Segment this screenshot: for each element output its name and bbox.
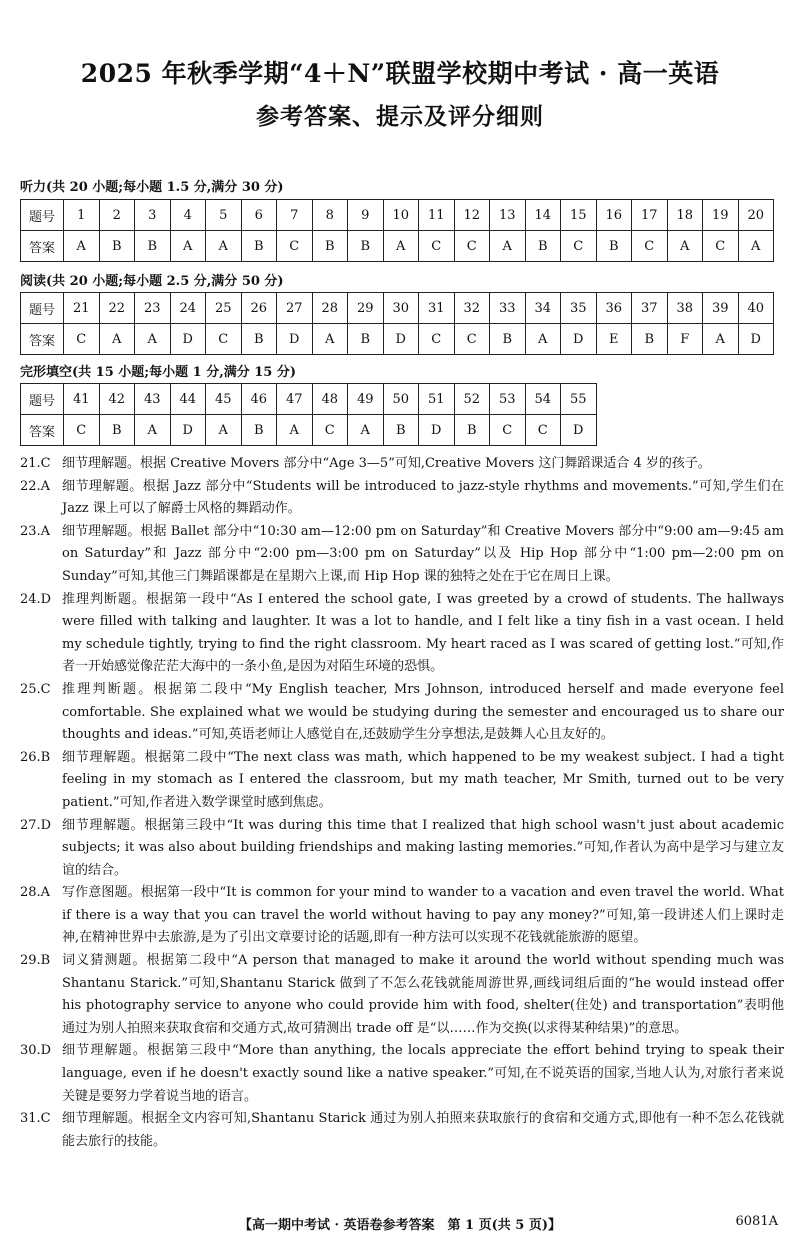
answer-cell: B xyxy=(632,324,668,355)
answer-cell: C xyxy=(454,231,490,262)
question-number-cell: 49 xyxy=(348,384,384,415)
question-number-cell: 24 xyxy=(170,293,206,324)
row-label: 题号 xyxy=(21,384,64,415)
question-number-cell: 47 xyxy=(277,384,313,415)
question-number-cell: 14 xyxy=(525,200,561,231)
answer-row xyxy=(21,415,597,446)
explanation-text: 推理判断题。根据第一段中“As I entered the school gate, I was greeted by a crowd of students. The hallways were filled with talking and laughter. It was a lot to handle, and I felt like a tiny fish in a vast ocean. I held my schedule tightly, trying to find the right classroom. My heart raced as I was scared of getting lost.”可知,作者一开始感觉像茫茫大海中的一条小鱼,是因为对陌生环境的恐惧。 xyxy=(62,591,784,675)
answer-cell: B xyxy=(99,231,135,262)
answer-cell: B xyxy=(241,415,277,446)
question-number-cell: 53 xyxy=(490,384,526,415)
answer-cell: A xyxy=(348,415,384,446)
answer-cell: A xyxy=(135,415,171,446)
question-number-row xyxy=(21,384,597,415)
answer-cell: C xyxy=(64,324,100,355)
answer-cell: C xyxy=(206,324,242,355)
question-number-cell: 8 xyxy=(312,200,348,231)
answer-row xyxy=(21,231,774,262)
question-number-cell: 6 xyxy=(241,200,277,231)
explanation-item xyxy=(20,882,784,950)
question-number-cell: 13 xyxy=(490,200,526,231)
explanation-text: 细节理解题。根据 Ballet 部分中“10:30 am—12:00 pm on Saturday”和 Creative Movers 部分中“9:00 am—9:45 am on Saturday”和 Jazz 部分中“2:00 pm—3:00 pm on Saturday”以及 Hip Hop 部分中“1:00 pm—2:00 pm on Sunday”可知,其他三门舞蹈课都是在星期六上课,而 Hip Hop 课的独特之处在于它在周日上课。 xyxy=(62,523,784,584)
cloze-answer-table xyxy=(20,383,597,446)
explanation-list xyxy=(20,453,784,1153)
listening-section-heading: 听力(共 20 小题;每小题 1.5 分,满分 30 分) xyxy=(20,180,284,195)
cloze-section-heading: 完形填空(共 15 小题;每小题 1 分,满分 15 分) xyxy=(20,365,297,380)
question-number-cell: 35 xyxy=(561,293,597,324)
question-number-cell: 30 xyxy=(383,293,419,324)
question-number-cell: 36 xyxy=(596,293,632,324)
reading-section-heading: 阅读(共 20 小题;每小题 2.5 分,满分 50 分) xyxy=(20,274,284,289)
answer-cell: A xyxy=(525,324,561,355)
question-number-cell: 9 xyxy=(348,200,384,231)
answer-cell: C xyxy=(703,231,739,262)
question-number-cell: 21 xyxy=(64,293,100,324)
explanation-item xyxy=(20,521,784,589)
row-label: 答案 xyxy=(21,324,64,355)
question-number-cell: 20 xyxy=(738,200,774,231)
answer-cell: A xyxy=(667,231,703,262)
answer-cell: A xyxy=(383,231,419,262)
reading-answer-table xyxy=(20,292,774,355)
answer-cell: F xyxy=(667,324,703,355)
question-number-cell: 44 xyxy=(170,384,206,415)
question-number-cell: 52 xyxy=(454,384,490,415)
explanation-item xyxy=(20,1040,784,1108)
question-number-cell: 5 xyxy=(206,200,242,231)
page-title: 2025 年秋季学期“4＋N”联盟学校期中考试 · 高一英语 xyxy=(80,59,720,88)
question-number-cell: 50 xyxy=(383,384,419,415)
explanation-number: 28.A xyxy=(20,885,51,901)
answer-cell: A xyxy=(738,231,774,262)
question-number-cell: 38 xyxy=(667,293,703,324)
answer-cell: E xyxy=(596,324,632,355)
answer-cell: D xyxy=(561,415,597,446)
answer-cell: B xyxy=(490,324,526,355)
answer-cell: A xyxy=(64,231,100,262)
explanation-item xyxy=(20,679,784,747)
answer-cell: A xyxy=(703,324,739,355)
answer-cell: A xyxy=(312,324,348,355)
question-number-cell: 43 xyxy=(135,384,171,415)
question-number-cell: 15 xyxy=(561,200,597,231)
explanation-text: 细节理解题。根据 Creative Movers 部分中“Age 3—5”可知,Creative Movers 这门舞蹈课适合 4 岁的孩子。 xyxy=(62,456,711,471)
explanation-item xyxy=(20,476,784,521)
explanation-text: 细节理解题。根据第三段中“It was during this time that I realized that high school wasn't just about academic subjects; it was also about building friendships and making lasting memories.”可知,作者认为高中是学习与建立友谊的结合。 xyxy=(62,817,784,878)
question-number-cell: 37 xyxy=(632,293,668,324)
answer-cell: D xyxy=(738,324,774,355)
answer-cell: C xyxy=(64,415,100,446)
answer-cell: D xyxy=(383,324,419,355)
explanation-number: 22.A xyxy=(20,478,51,494)
question-number-cell: 39 xyxy=(703,293,739,324)
question-number-cell: 23 xyxy=(135,293,171,324)
answer-cell: B xyxy=(348,324,384,355)
question-number-cell: 7 xyxy=(277,200,313,231)
row-label: 答案 xyxy=(21,415,64,446)
question-number-cell: 10 xyxy=(383,200,419,231)
question-number-cell: 48 xyxy=(312,384,348,415)
answer-cell: C xyxy=(419,324,455,355)
question-number-cell: 16 xyxy=(596,200,632,231)
question-number-cell: 3 xyxy=(135,200,171,231)
explanation-number: 30.D xyxy=(20,1043,52,1059)
explanation-item xyxy=(20,747,784,815)
explanation-text: 推理判断题。根据第二段中“My English teacher, Mrs Johnson, introduced herself and made everyone feel comfortable. She explained what we would be studying during the semester and encouraged us to share our thoughts and ideas.”可知,英语老师让人感觉自在,还鼓励学生分享想法,是鼓舞人心且友好的。 xyxy=(62,681,784,743)
answer-cell: A xyxy=(206,415,242,446)
question-number-cell: 41 xyxy=(64,384,100,415)
answer-cell: C xyxy=(419,231,455,262)
row-label: 答案 xyxy=(21,231,64,262)
explanation-text: 细节理解题。根据 Jazz 部分中“Students will be introduced to jazz-style rhythms and movements.”可知,学生们在 Jazz 课上可以了解爵士风格的舞蹈动作。 xyxy=(62,478,784,517)
answer-cell: B xyxy=(241,324,277,355)
answer-cell: A xyxy=(206,231,242,262)
page-footer: 【高一期中考试 · 英语卷参考答案 第 1 页(共 5 页)】 xyxy=(238,1218,562,1233)
question-number-cell: 17 xyxy=(632,200,668,231)
answer-cell: C xyxy=(454,324,490,355)
explanation-number: 29.B xyxy=(20,953,51,969)
explanation-number: 24.D xyxy=(20,591,52,607)
answer-row xyxy=(21,324,774,355)
question-number-cell: 27 xyxy=(277,293,313,324)
question-number-row xyxy=(21,293,774,324)
question-number-cell: 11 xyxy=(419,200,455,231)
question-number-cell: 42 xyxy=(99,384,135,415)
question-number-cell: 51 xyxy=(419,384,455,415)
question-number-cell: 28 xyxy=(312,293,348,324)
answer-cell: D xyxy=(561,324,597,355)
answer-cell: B xyxy=(135,231,171,262)
question-number-cell: 55 xyxy=(561,384,597,415)
explanation-number: 23.A xyxy=(20,523,51,539)
explanation-text: 词义猜测题。根据第二段中“A person that managed to make it around the world without spending much was Shantanu Starick.”可知,Shantanu Starick 做到了不怎么花钱就能周游世界,画线词组后面的“he would instead offer his photography service to anyone who could provide him with food, shelter(住处) and transportation”表明他通过为别人拍照来获取食宿和交通方式,故可猜测出 trade off 是“以……作为交换(以求得某种结果)”的意思。 xyxy=(62,953,784,1036)
explanation-item xyxy=(20,453,784,476)
explanation-number: 21.C xyxy=(20,456,51,471)
explanation-item xyxy=(20,589,784,679)
explanation-text: 写作意图题。根据第一段中“It is common for your mind to wander to a vacation and even travel the world. What if there is a way that you can travel the world without having to pay any money?”可知,第一段讲述人们上课时走神,在精神世界中去旅游,是为了引出文章要讨论的话题,即有一种方法可以实现不花钱就能旅游的愿望。 xyxy=(62,885,784,946)
explanation-item xyxy=(20,815,784,883)
question-number-cell: 29 xyxy=(348,293,384,324)
answer-cell: C xyxy=(561,231,597,262)
question-number-cell: 12 xyxy=(454,200,490,231)
answer-cell: D xyxy=(419,415,455,446)
paper-code: 6081A xyxy=(735,1214,778,1229)
answer-cell: B xyxy=(454,415,490,446)
question-number-cell: 54 xyxy=(525,384,561,415)
answer-cell: B xyxy=(596,231,632,262)
page-subtitle: 参考答案、提示及评分细则 xyxy=(256,103,544,130)
explanation-item xyxy=(20,950,784,1040)
question-number-cell: 46 xyxy=(241,384,277,415)
answer-cell: D xyxy=(170,415,206,446)
question-number-cell: 2 xyxy=(99,200,135,231)
question-number-cell: 22 xyxy=(99,293,135,324)
row-label: 题号 xyxy=(21,293,64,324)
answer-cell: D xyxy=(277,324,313,355)
explanation-number: 26.B xyxy=(20,749,51,765)
explanation-item xyxy=(20,1108,784,1153)
question-number-cell: 4 xyxy=(170,200,206,231)
explanation-number: 25.C xyxy=(20,681,51,697)
explanation-number: 27.D xyxy=(20,817,52,833)
answer-cell: B xyxy=(348,231,384,262)
question-number-cell: 25 xyxy=(206,293,242,324)
row-label: 题号 xyxy=(21,200,64,231)
question-number-row xyxy=(21,200,774,231)
question-number-cell: 45 xyxy=(206,384,242,415)
answer-cell: A xyxy=(277,415,313,446)
answer-cell: B xyxy=(241,231,277,262)
answer-cell: A xyxy=(490,231,526,262)
question-number-cell: 34 xyxy=(525,293,561,324)
question-number-cell: 31 xyxy=(419,293,455,324)
explanation-text: 细节理解题。根据全文内容可知,Shantanu Starick 通过为别人拍照来获取旅行的食宿和交通方式,即他有一种不怎么花钱就能去旅行的技能。 xyxy=(62,1111,784,1149)
question-number-cell: 32 xyxy=(454,293,490,324)
answer-cell: B xyxy=(312,231,348,262)
answer-cell: B xyxy=(383,415,419,446)
question-number-cell: 18 xyxy=(667,200,703,231)
answer-cell: C xyxy=(277,231,313,262)
answer-cell: A xyxy=(99,324,135,355)
answer-cell: B xyxy=(525,231,561,262)
answer-cell: C xyxy=(632,231,668,262)
answer-cell: D xyxy=(170,324,206,355)
question-number-cell: 19 xyxy=(703,200,739,231)
question-number-cell: 1 xyxy=(64,200,100,231)
answer-cell: B xyxy=(99,415,135,446)
answer-cell: A xyxy=(170,231,206,262)
answer-cell: C xyxy=(490,415,526,446)
explanation-text: 细节理解题。根据第二段中“The next class was math, which happened to be my weakest subject. I had a tight feeling in my stomach as I entered the classroom, but my math teacher, Mr Smith, turned out to be very patient.”可知,作者进入数学课堂时感到焦虑。 xyxy=(62,749,784,810)
explanation-number: 31.C xyxy=(20,1111,51,1127)
answer-cell: C xyxy=(525,415,561,446)
question-number-cell: 33 xyxy=(490,293,526,324)
question-number-cell: 26 xyxy=(241,293,277,324)
explanation-text: 细节理解题。根据第三段中“More than anything, the locals appreciate the effort behind trying to speak their language, even if he doesn't exactly sound like a native speaker.”可知,在不说英语的国家,当地人认为,对旅行者来说关键是要努力学着说当地的语言。 xyxy=(62,1043,784,1104)
answer-cell: A xyxy=(135,324,171,355)
listening-answer-table xyxy=(20,199,774,262)
answer-cell: C xyxy=(312,415,348,446)
question-number-cell: 40 xyxy=(738,293,774,324)
